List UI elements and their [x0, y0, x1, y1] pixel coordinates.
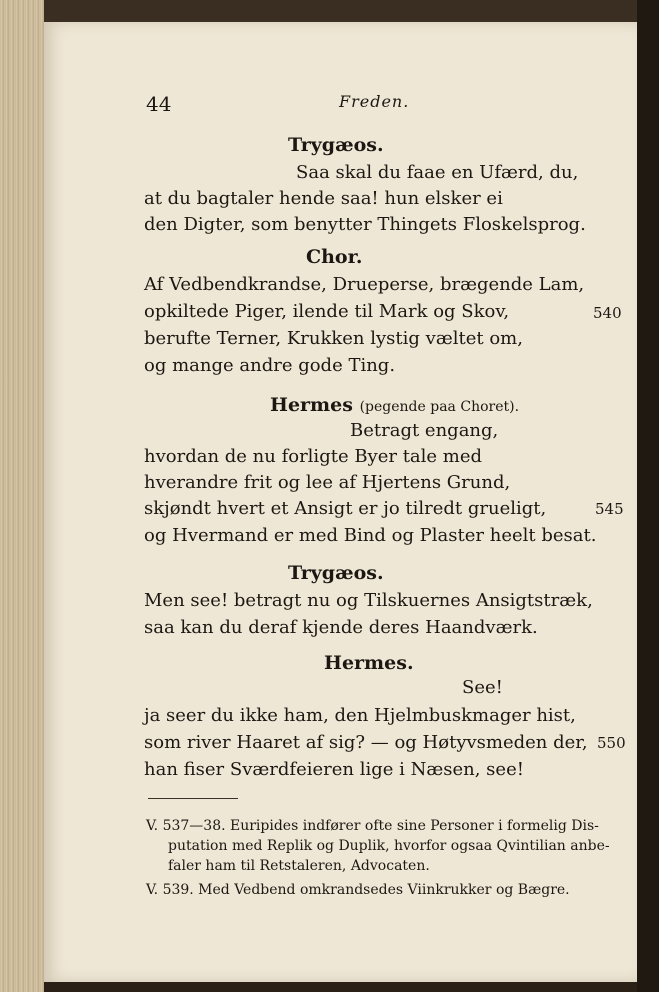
speaker-chor: Chor. [306, 246, 363, 268]
footnote-separator [148, 798, 238, 799]
verse-line: og Hvermand er med Bind og Plaster heelt besat. [144, 525, 597, 546]
verse-line: han fiser Sværdfeieren lige i Næsen, see! [144, 759, 524, 780]
top-dark-band [0, 0, 659, 22]
speaker-name: Hermes [270, 394, 353, 416]
verse-line: opkiltede Piger, ilende til Mark og Skov, [144, 301, 510, 322]
page-number: 44 [146, 92, 172, 116]
speaker-trygaeos-1: Trygæos. [288, 134, 384, 156]
verse-line: at du bagtaler hende saa! hun elsker ei [144, 188, 503, 209]
verse-line: og mange andre gode Ting. [144, 355, 396, 376]
stage-direction: (pegende paa Choret). [359, 399, 520, 415]
speaker-trygaeos-2: Trygæos. [288, 562, 384, 584]
line-number-540: 540 [593, 304, 622, 322]
speaker-hermes-1 [270, 394, 519, 416]
book-page [44, 22, 637, 982]
verse-line: saa kan du deraf kjende deres Haandværk. [144, 617, 538, 638]
verse-line: som river Haaret af sig? — og Høtyvsmeden der, [144, 732, 588, 753]
footnote-line: putation med Replik og Duplik, hvorfor ogsaa Qvintilian anbe- [168, 838, 610, 854]
verse-line: den Digter, som benytter Thingets Floskelsprog. [144, 214, 586, 235]
verse-line: hverandre frit og lee af Hjertens Grund, [144, 472, 511, 493]
verse-line: Betragt engang, [350, 420, 499, 441]
line-number-545: 545 [595, 500, 624, 518]
footnote-line: V. 537—38. Euripides indfører ofte sine Personer i formelig Dis- [146, 818, 599, 834]
verse-line: See! [462, 677, 503, 698]
verse-line: hvordan de nu forligte Byer tale med [144, 446, 483, 467]
right-dark-margin [637, 0, 659, 992]
book-page-edges [0, 0, 44, 992]
speaker-hermes-2: Hermes. [324, 652, 414, 674]
footnote-line: V. 539. Med Vedbend omkrandsedes Viinkrukker og Bægre. [146, 882, 570, 898]
line-number-550: 550 [597, 734, 626, 752]
verse-line: berufte Terner, Krukken lystig væltet om, [144, 328, 523, 349]
verse-line: Af Vedbendkrandse, Druepersе, brægende Lam, [144, 274, 585, 295]
verse-line: Men see! betragt nu og Tilskuernes Ansigtstræk, [144, 590, 593, 611]
verse-line: ja seer du ikke ham, den Hjelmbuskmager hist, [144, 705, 576, 726]
running-head: Freden. [339, 92, 410, 111]
footnote-line: faler ham til Retstaleren, Advocaten. [168, 858, 430, 874]
verse-line: Saa skal du faae en Ufærd, du, [296, 162, 579, 183]
verse-line: skjøndt hvert et Ansigt er jo tilredt grueligt, [144, 498, 547, 519]
